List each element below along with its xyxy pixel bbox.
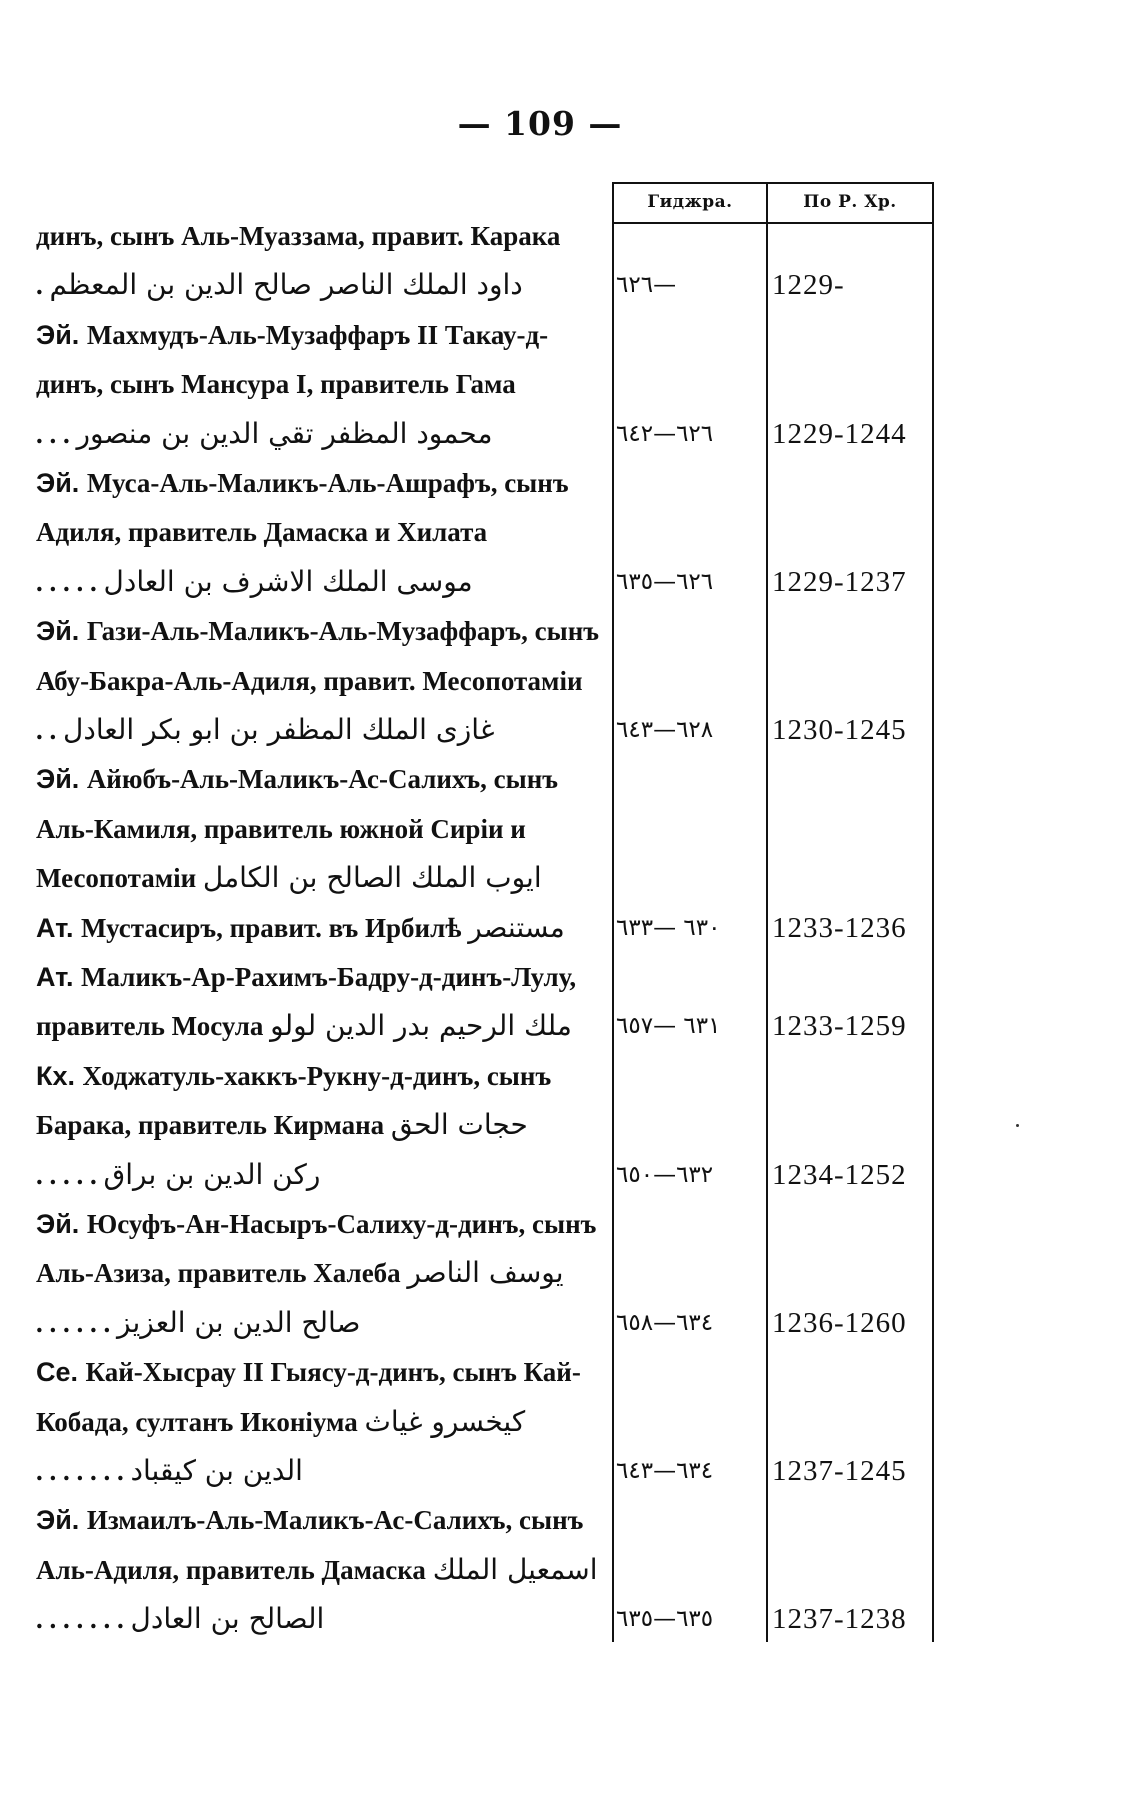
- ad-years: 1229-: [772, 269, 845, 301]
- entry-text: [36, 362, 596, 406]
- entry-text: [36, 1350, 596, 1394]
- table-row: [0, 609, 1140, 653]
- entry-description: Абу-Бакра-Аль-Адиля, правит. Месопотаміи: [36, 666, 583, 696]
- entry-text: [36, 1202, 596, 1246]
- entry-text: [36, 609, 600, 653]
- hijri-years: ٦٢٦—٦٣٥: [616, 569, 714, 595]
- dynasty-abbrev: Эй.: [36, 1505, 87, 1535]
- entry-text: [36, 1103, 596, 1147]
- dynasty-abbrev: Эй.: [36, 764, 87, 794]
- table-row: [0, 906, 1140, 950]
- entry-description: Кобада, султанъ Иконіума: [36, 1407, 365, 1437]
- table-row: [0, 708, 1140, 752]
- entry-text: [36, 214, 596, 258]
- entry-text: [36, 412, 596, 456]
- arabic-name: الدين بن كيقباد: [130, 1454, 303, 1487]
- entry-text: [36, 1597, 596, 1641]
- table-row: [0, 560, 1140, 604]
- table-row: [0, 807, 1140, 851]
- table-row: [0, 1548, 1140, 1592]
- entry-text: [36, 560, 596, 604]
- dynasty-abbrev: Кх.: [36, 1061, 83, 1091]
- entry-description: Юсуфъ-Ан-Насыръ-Салиху-д-динъ, сынъ: [86, 1209, 597, 1239]
- arabic-name: حجات الحق: [390, 1108, 528, 1141]
- table-top-rule: [612, 182, 934, 184]
- table-row: [0, 1054, 1140, 1098]
- arabic-name: الصالح بن العادل: [130, 1602, 325, 1635]
- leader-dots: . . . . .: [36, 567, 104, 597]
- table-row: [0, 1498, 1140, 1542]
- hijri-years: ٦٣٠ —٦٣٣: [616, 915, 721, 941]
- arabic-name: داود الملك الناصر صالح الدين بن المعظم: [49, 268, 523, 301]
- entry-text: [36, 955, 596, 999]
- dynasty-abbrev: Се.: [36, 1357, 86, 1387]
- table-row: [0, 461, 1140, 505]
- entry-text: [36, 1004, 596, 1048]
- entry-description: динъ, сынъ Мансура I, правитель Гама: [36, 369, 516, 399]
- arabic-name: محمود المظفر تقي الدين بن منصور: [76, 417, 493, 450]
- table-row: [0, 412, 1140, 456]
- table-row: [0, 1400, 1140, 1444]
- entry-description: Махмудъ-Аль-Музаффаръ II Такау-д-: [86, 320, 549, 350]
- hijri-years: ٦٣٥—٦٣٥: [616, 1606, 714, 1632]
- entry-text: [36, 510, 596, 554]
- table-row: [0, 856, 1140, 900]
- entry-description: Измаилъ-Аль-Маликъ-Ас-Салихъ, сынъ: [86, 1505, 584, 1535]
- table-row: [0, 313, 1140, 357]
- hijri-years: ٦٢٦—: [616, 272, 677, 298]
- entry-description: Маликъ-Ар-Рахимъ-Бадру-д-динъ-Лулу,: [81, 962, 577, 992]
- table-row: [0, 1004, 1140, 1048]
- arabic-name: يوسف الناصر: [407, 1256, 564, 1289]
- entry-text: [36, 807, 596, 851]
- arabic-name: ملك الرحيم بدر الدين لولو: [270, 1009, 572, 1042]
- hijri-years: ٦٣٢—٦٥٠: [616, 1162, 714, 1188]
- table-row: [0, 362, 1140, 406]
- arabic-name: ركن الدين بن براق: [103, 1158, 321, 1191]
- entry-description: Кай-Хысрау II Гыясу-д-динъ, сынъ Кай-: [85, 1357, 581, 1387]
- table-row: [0, 510, 1140, 554]
- entry-text: [36, 1301, 596, 1345]
- entry-description: динъ, сынъ Аль-Муаззама, правит. Карака: [36, 221, 561, 251]
- arabic-name: اسمعيل الملك: [432, 1553, 598, 1586]
- table-row: [0, 1153, 1140, 1197]
- leader-dots: . . . . . . .: [36, 1604, 131, 1634]
- entry-text: [36, 313, 596, 357]
- table-row: [0, 1597, 1140, 1641]
- hijri-years: ٦٢٨—٦٤٣: [616, 717, 714, 743]
- table-row: [0, 955, 1140, 999]
- entry-text: [36, 708, 596, 752]
- table-row: [0, 757, 1140, 801]
- dynasty-abbrev: Эй.: [36, 468, 87, 498]
- arabic-name: صالح الدين بن العزيز: [117, 1306, 361, 1339]
- entry-description: Аль-Азиза, правитель Халеба: [36, 1258, 408, 1288]
- entry-text: [36, 1251, 596, 1295]
- entry-text: [36, 1054, 596, 1098]
- table-row: [0, 1301, 1140, 1345]
- dynasty-abbrev: Ат.: [36, 913, 81, 943]
- leader-dots: .: [36, 270, 50, 300]
- entry-description: Барака, правитель Кирмана: [36, 1110, 391, 1140]
- entry-text: [36, 263, 596, 307]
- dynasty-abbrev: Ат.: [36, 962, 81, 992]
- table-row: [0, 1251, 1140, 1295]
- ad-years: 1236-1260: [772, 1307, 907, 1339]
- hijri-column-header: Гиджра.: [647, 192, 733, 212]
- table-row: [0, 1449, 1140, 1493]
- dynasty-abbrev: Эй.: [36, 1209, 87, 1239]
- dynasty-abbrev: Эй.: [36, 320, 87, 350]
- arabic-name: كيخسرو غياث: [364, 1405, 526, 1438]
- ad-years: 1229-1244: [772, 418, 907, 450]
- entry-text: [36, 906, 596, 950]
- ad-years: 1229-1237: [772, 566, 907, 598]
- arabic-name: مستنصر: [468, 911, 565, 944]
- leader-dots: . . .: [36, 419, 77, 449]
- speck-mark: [1016, 1124, 1019, 1127]
- entry-description: Ходжатуль-хаккъ-Рукну-д-динъ, сынъ: [82, 1061, 552, 1091]
- table-row: [0, 659, 1140, 703]
- dynasty-abbrev: Эй.: [36, 616, 87, 646]
- entry-text: [36, 659, 596, 703]
- entry-text: [36, 1498, 596, 1542]
- leader-dots: . .: [36, 715, 63, 745]
- leader-dots: . . . . . .: [36, 1308, 117, 1338]
- ad-column-header: По Р. Хр.: [803, 192, 897, 212]
- entry-description: Муса-Аль-Маликъ-Аль-Ашрафъ, сынъ: [86, 468, 569, 498]
- table-row: [0, 263, 1140, 307]
- entry-text: [36, 1153, 596, 1197]
- entry-description: Аль-Адиля, правитель Дамаска: [36, 1555, 433, 1585]
- entry-text: [36, 461, 596, 505]
- entry-description: правитель Мосула: [36, 1011, 271, 1041]
- arabic-name: ايوب الملك الصالح بن الكامل: [202, 861, 542, 894]
- leader-dots: . . . . . . .: [36, 1456, 131, 1486]
- entry-text: [36, 1548, 596, 1592]
- entry-description: Месопотаміи: [36, 863, 203, 893]
- entry-text: [36, 1449, 596, 1493]
- leader-dots: . . . . .: [36, 1160, 104, 1190]
- page-number: — 109 —: [457, 104, 623, 143]
- hijri-years: ٦٣٤—٦٤٣: [616, 1458, 714, 1484]
- entry-description: Адиля, правитель Дамаска и Хилата: [36, 517, 488, 547]
- ad-years: 1237-1245: [772, 1455, 907, 1487]
- ad-years: 1233-1236: [772, 912, 907, 944]
- hijri-years: ٦٣١ —٦٥٧: [616, 1013, 721, 1039]
- table-row: [0, 1103, 1140, 1147]
- entry-text: [36, 1400, 596, 1444]
- ad-years: 1233-1259: [772, 1010, 907, 1042]
- table-row: [0, 1202, 1140, 1246]
- ad-years: 1234-1252: [772, 1159, 907, 1191]
- table-row: [0, 1350, 1140, 1394]
- table-row: [0, 214, 1140, 258]
- entry-description: Гази-Аль-Маликъ-Аль-Музаффаръ, сынъ: [86, 616, 600, 646]
- ad-years: 1237-1238: [772, 1603, 907, 1635]
- ad-years: 1230-1245: [772, 714, 907, 746]
- entry-text: [36, 757, 596, 801]
- entry-text: [36, 856, 596, 900]
- arabic-name: غازى الملك المظفر بن ابو بكر العادل: [63, 713, 495, 746]
- entry-description: Айюбъ-Аль-Маликъ-Ас-Салихъ, сынъ: [86, 764, 559, 794]
- arabic-name: موسى الملك الاشرف بن العادل: [103, 565, 473, 598]
- entry-description: Аль-Камиля, правитель южной Сиріи и: [36, 814, 526, 844]
- hijri-years: ٦٣٤—٦٥٨: [616, 1310, 714, 1336]
- entry-description: Мустасиръ, правит. въ Ирбилѣ: [81, 913, 469, 943]
- hijri-years: ٦٢٦—٦٤٢: [616, 421, 714, 447]
